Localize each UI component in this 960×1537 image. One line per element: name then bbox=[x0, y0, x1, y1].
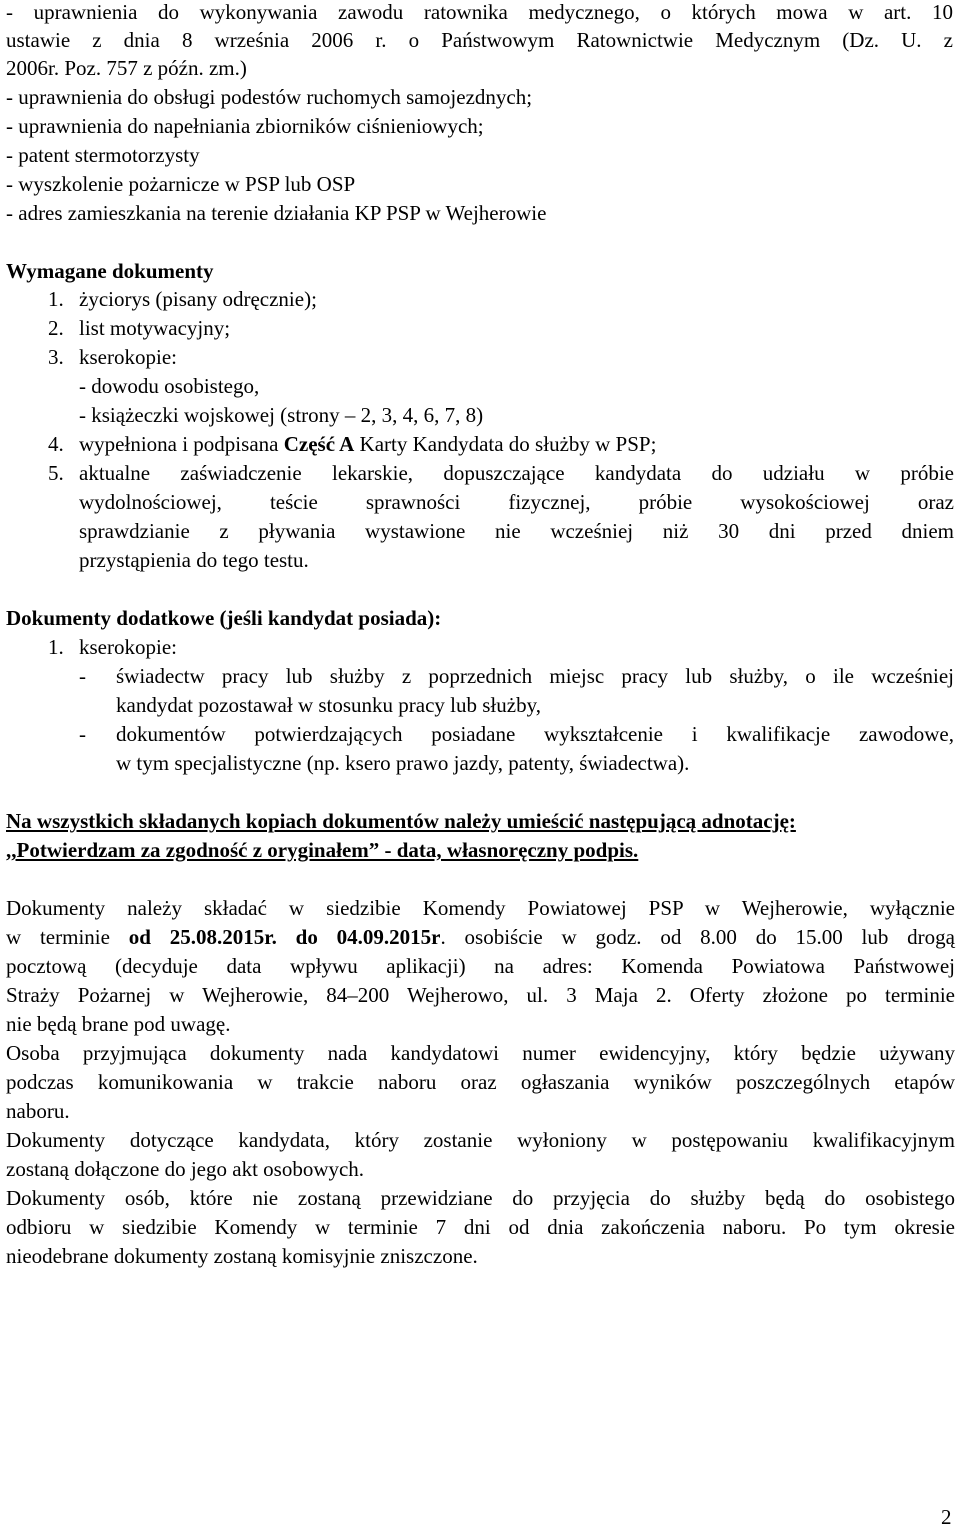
copies-notice-line-1: Na wszystkich składanych kopiach dokumentów należy umieścić następującą adnotację: bbox=[6, 809, 796, 833]
qualification-line-5: - uprawnienia do napełniania zbiorników ciśnieniowych; bbox=[6, 114, 484, 138]
submission-paragraph-line-5: nie będą brane pod uwagę. bbox=[6, 1012, 231, 1036]
required-documents-heading: Wymagane dokumenty bbox=[6, 259, 214, 283]
required-item-cv: życiorys (pisany odręcznie); bbox=[79, 287, 317, 311]
additional-item-copies: kserokopie: bbox=[79, 635, 177, 659]
registration-paragraph-line-2: podczas komunikowania w trakcie naboru oraz ogłaszania wyników poszczególnych etapów bbox=[6, 1070, 955, 1094]
return-documents-paragraph-line-2: odbioru w siedzibie Komendy w terminie 7 dni od dnia zakończenia naboru. Po tym okresie bbox=[6, 1215, 955, 1239]
qualification-line-3: 2006r. Poz. 757 z późn. zm.) bbox=[6, 56, 247, 80]
required-item-form: wypełniona i podpisana Część A Karty Kandydata do służby w PSP; bbox=[79, 432, 657, 456]
required-item-medical-line-1: aktualne zaświadczenie lekarskie, dopuszczające kandydata do udziału w próbie bbox=[79, 461, 954, 485]
required-item-copies-military: - książeczki wojskowej (strony – 2, 3, 4, 6, 7, 8) bbox=[79, 403, 484, 427]
registration-paragraph-line-3: naboru. bbox=[6, 1099, 70, 1123]
list-number: 1. bbox=[48, 287, 64, 311]
return-documents-paragraph-line-3: nieodebrane dokumenty zostaną komisyjnie zniszczone. bbox=[6, 1244, 478, 1268]
list-number: 5. bbox=[48, 461, 64, 485]
list-number: 3. bbox=[48, 345, 64, 369]
submission-paragraph-line-3: pocztową (decyduje data wpływu aplikacji) na adres: Komenda Powiatowa Państwowej bbox=[6, 954, 955, 978]
additional-item-qualifications-line-2: w tym specjalistyczne (np. ksero prawo jazdy, patenty, świadectwa). bbox=[116, 751, 690, 775]
list-dash: - bbox=[79, 664, 86, 688]
qualification-line-7: - wyszkolenie pożarnicze w PSP lub OSP bbox=[6, 172, 356, 196]
required-item-medical-line-2: wydolnościowej, teście sprawności fizycznej, próbie wysokościowej oraz bbox=[79, 490, 954, 514]
required-item-medical-line-3: sprawdzianie z pływania wystawione nie wcześniej niż 30 dni przed dniem bbox=[79, 519, 954, 543]
selected-candidate-paragraph-line-2: zostaną dołączone do jego akt osobowych. bbox=[6, 1157, 365, 1181]
qualification-line-8: - adres zamieszkania na terenie działania KP PSP w Wejherowie bbox=[6, 201, 547, 225]
qualification-line-6: - patent stermotorzysty bbox=[6, 143, 200, 167]
list-number: 2. bbox=[48, 316, 64, 340]
additional-item-qualifications-line-1: dokumentów potwierdzających posiadane wykształcenie i kwalifikacje zawodowe, bbox=[116, 722, 954, 746]
list-number: 1. bbox=[48, 635, 64, 659]
registration-paragraph-line-1: Osoba przyjmująca dokumenty nada kandydatowi numer ewidencyjny, który będzie używany bbox=[6, 1041, 955, 1065]
page-number: 2 bbox=[941, 1505, 952, 1529]
qualification-line-2: ustawie z dnia 8 września 2006 r. o Państwowym Ratownictwie Medycznym (Dz. U. z bbox=[6, 28, 953, 52]
list-number: 4. bbox=[48, 432, 64, 456]
required-item-letter: list motywacyjny; bbox=[79, 316, 231, 340]
required-item-medical-line-4: przystąpienia do tego testu. bbox=[79, 548, 309, 572]
additional-documents-heading: Dokumenty dodatkowe (jeśli kandydat posiada): bbox=[6, 606, 442, 630]
additional-item-certificates-line-2: kandydat pozostawał w stosunku pracy lub służby, bbox=[116, 693, 541, 717]
required-item-copies-id: - dowodu osobistego, bbox=[79, 374, 260, 398]
submission-paragraph-line-1: Dokumenty należy składać w siedzibie Komendy Powiatowej PSP w Wejherowie, wyłącznie bbox=[6, 896, 955, 920]
copies-notice-line-2: ,,Potwierdzam za zgodność z oryginałem” - data, własnoręczny podpis. bbox=[6, 838, 639, 862]
submission-paragraph-line-2: w terminie od 25.08.2015r. do 04.09.2015r. osobiście w godz. od 8.00 do 15.00 lub drogą bbox=[6, 925, 955, 949]
qualification-line-4: - uprawnienia do obsługi podestów ruchomych samojezdnych; bbox=[6, 85, 533, 109]
selected-candidate-paragraph-line-1: Dokumenty dotyczące kandydata, który zostanie wyłoniony w postępowaniu kwalifikacyjnym bbox=[6, 1128, 955, 1152]
additional-item-certificates-line-1: świadectw pracy lub służby z poprzednich miejsc pracy lub służby, o ile wcześniej bbox=[116, 664, 954, 688]
qualification-line-1: - uprawnienia do wykonywania zawodu ratownika medycznego, o których mowa w art. 10 bbox=[6, 0, 953, 24]
required-item-copies: kserokopie: bbox=[79, 345, 177, 369]
return-documents-paragraph-line-1: Dokumenty osób, które nie zostaną przewidziane do przyjęcia do służby będą do osobistego bbox=[6, 1186, 955, 1210]
submission-paragraph-line-4: Straży Pożarnej w Wejherowie, 84–200 Wejherowo, ul. 3 Maja 2. Oferty złożone po terminie bbox=[6, 983, 955, 1007]
list-dash: - bbox=[79, 722, 86, 746]
